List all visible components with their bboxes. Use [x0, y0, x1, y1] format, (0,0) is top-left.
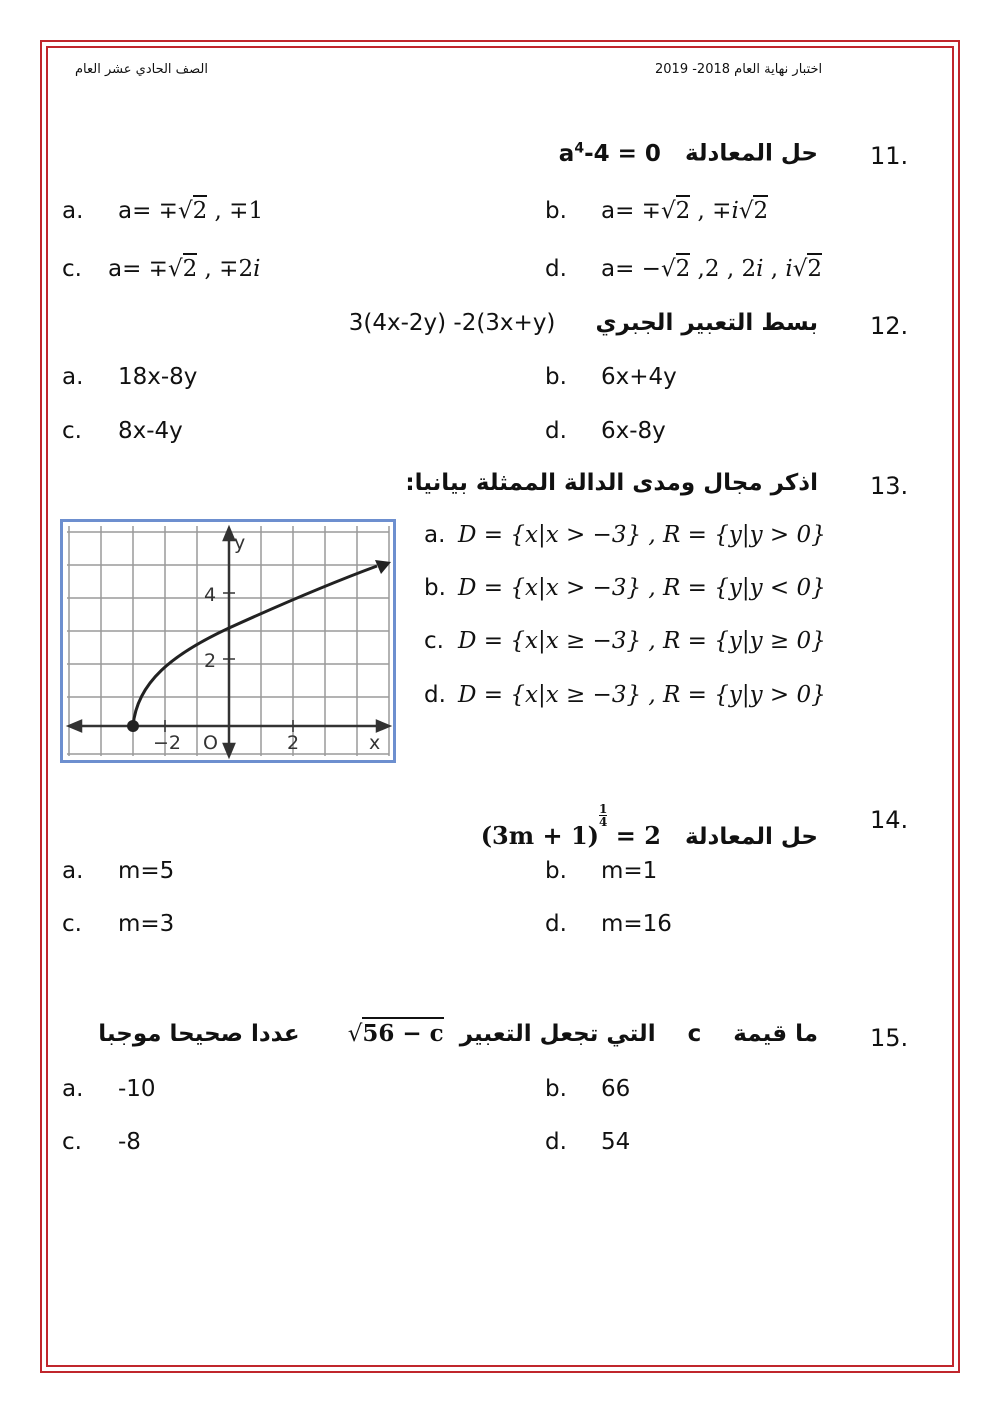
y-tick-4-label: 4	[204, 584, 217, 606]
x-axis-arrow-left	[69, 721, 81, 731]
question-number: 14.	[870, 806, 909, 834]
question-label-part3: عددا صحيحا موجبا	[98, 1021, 300, 1047]
question-label: حل المعادلة	[684, 824, 818, 850]
y-axis-label: y	[234, 532, 246, 554]
option-a[interactable]: a. 18x-8y	[62, 364, 198, 390]
question-number: 12.	[870, 312, 909, 340]
question-text	[98, 1020, 818, 1047]
radical-expression: √56 − c	[348, 1020, 444, 1047]
option-b[interactable]: b. 6x+4y	[545, 364, 677, 390]
question-label-part1: ما قيمة	[733, 1021, 818, 1047]
option-d[interactable]: d. 6x-8y	[545, 418, 666, 444]
expression: 3(4x-2y) -2(3x+y)	[348, 310, 556, 336]
option-b[interactable]: b. a= ∓√2 , ∓i√2	[545, 198, 768, 224]
origin-label: O	[203, 732, 218, 754]
option-a[interactable]: a. -10	[62, 1076, 156, 1102]
grade-label: الصف الحادي عشر العام	[75, 62, 208, 77]
option-c[interactable]: c. 8x-4y	[62, 418, 183, 444]
x-axis-label: x	[369, 732, 381, 754]
option-a[interactable]: a. a= ∓√2 , ∓1	[62, 198, 263, 224]
question-text	[349, 310, 818, 336]
x-tick-2-label: 2	[287, 732, 300, 754]
question-number: 11.	[870, 142, 909, 170]
option-b[interactable]: b. 66	[545, 1076, 631, 1102]
axes	[69, 528, 389, 756]
question-number: 13.	[870, 472, 909, 500]
question-label: بسط التعبير الجبري	[595, 310, 818, 336]
option-d[interactable]: d. m=16	[545, 911, 672, 937]
y-tick-2-label: 2	[204, 650, 217, 672]
option-b[interactable]: b. m=1	[545, 858, 658, 884]
option-d[interactable]: d. D = {x|x ≥ −3} , R = {y|y > 0}	[424, 682, 826, 708]
question-number: 15.	[870, 1024, 909, 1052]
option-c[interactable]: c. m=3	[62, 911, 175, 937]
question-text	[481, 803, 818, 850]
question-label: حل المعادلة	[684, 140, 818, 167]
function-graph	[60, 519, 396, 763]
variable: c	[687, 1021, 702, 1047]
option-c[interactable]: c. -8	[62, 1129, 141, 1155]
function-curve	[133, 566, 377, 726]
question-text	[559, 140, 818, 167]
option-a[interactable]: a. m=5	[62, 858, 175, 884]
option-a[interactable]: a. D = {x|x > −3} , R = {y|y > 0}	[424, 522, 826, 548]
option-d[interactable]: d. a= −√2 ,2 , 2i , i√2	[545, 256, 822, 282]
option-b[interactable]: b. D = {x|x > −3} , R = {y|y < 0}	[424, 575, 826, 601]
endpoint-dot	[127, 720, 139, 732]
question-label-part2: التي تجعل التعبير	[459, 1021, 656, 1047]
option-c[interactable]: c. D = {x|x ≥ −3} , R = {y|y ≥ 0}	[424, 628, 826, 654]
x-axis-arrow-right	[377, 721, 389, 731]
question-text: اذكر مجال ومدى الدالة الممثلة بيانيا:	[405, 470, 818, 496]
option-c[interactable]: c. a= ∓√2 , ∓2i	[62, 256, 260, 282]
exam-title: اختبار نهاية العام 2018- 2019	[655, 62, 823, 77]
option-d[interactable]: d. 54	[545, 1129, 631, 1155]
y-axis-arrow-up	[224, 528, 234, 540]
equation: $a^4-4 = 0$	[558, 140, 661, 167]
equation: (3m + 1) $\frac{1}{4}$ = 2	[480, 802, 661, 850]
x-tick-neg2-label: −2	[153, 732, 182, 754]
